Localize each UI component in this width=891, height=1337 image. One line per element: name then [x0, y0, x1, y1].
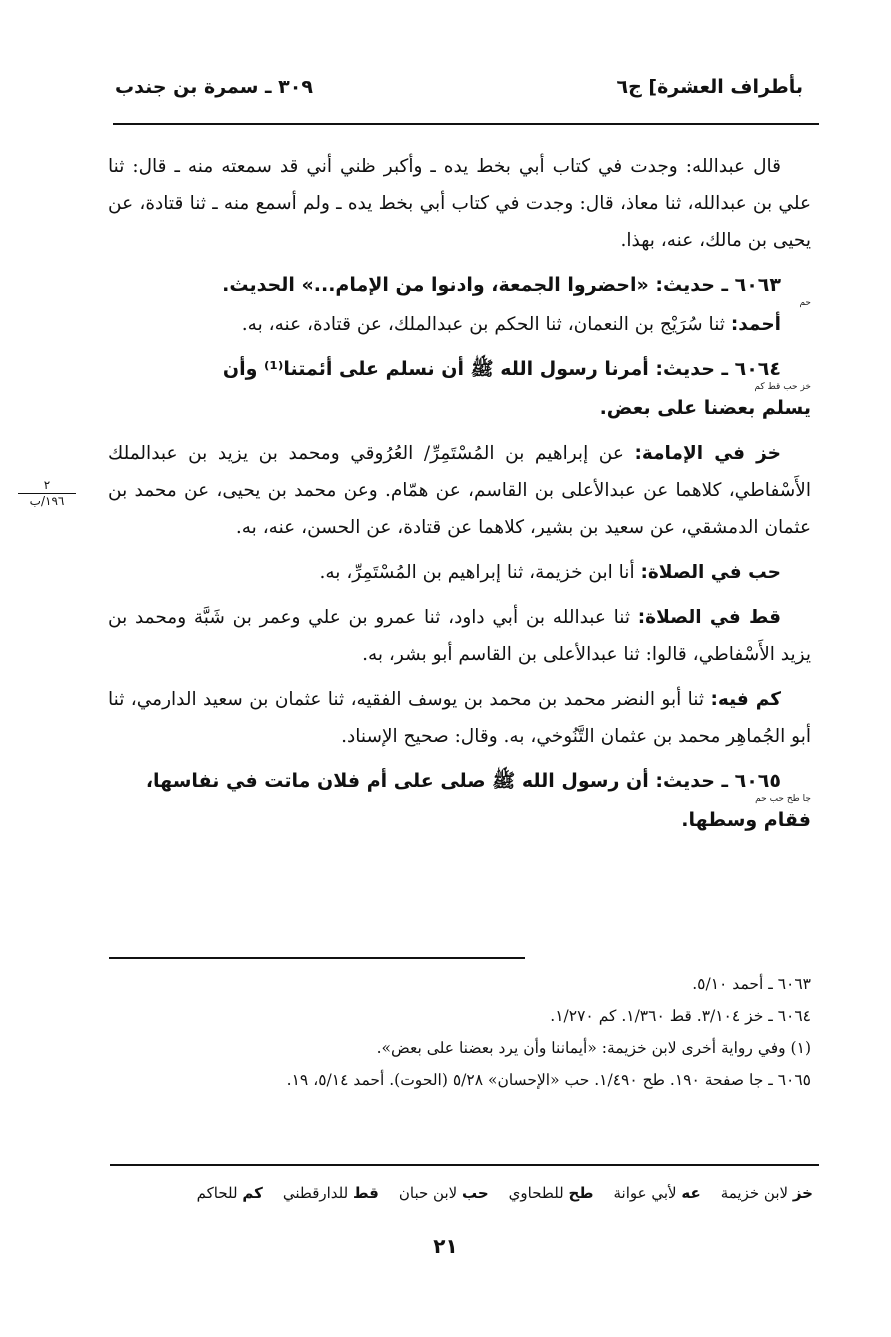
margin-note-bottom: ١٩٦/ب: [29, 494, 65, 508]
chain-text: أنا ابن خزيمة، ثنا إبراهيم بن المُسْتَمِرِّ، به.: [319, 562, 635, 583]
running-head: [115, 72, 803, 106]
hadith-6063-title: ٦٠٦٣ ـ حديث: «احضروا الجمعة، وادنوا من الإمام...» الحديث.: [222, 274, 781, 296]
hadith-6064-title: ٦٠٦٤ ـ حديث: أمرنا رسول الله ﷺ أن نسلم على أئمتنا⁽¹⁾ وأن: [222, 358, 781, 380]
paragraph-intro: قال عبدالله: وجدت في كتاب أبي بخط يده ـ وأكبر ظني أني قد سمعته منه ـ قال: ثنا علي بن عبدالله، ثنا معاذ، قال: وجدت في كتاب أبي بخط يده ـ ولم أسمع منه ـ ثنا قتادة، عن يحيى بن مالك، عنه، بهذا.: [108, 156, 811, 251]
header-rule: [113, 123, 819, 125]
running-head-section: ٣٠٩ ـ سمرة بن جندب: [115, 76, 313, 98]
chain-text: ثنا أبو النضر محمد بن محمد بن يوسف الفقيه، ثنا عثمان بن سعيد الدارمي، ثنا أبو الجُماهِر محمد بن عثمان التَّنُوخي، به. وقال: صحيح الإسناد.: [108, 689, 811, 747]
footnote-item: (١) وفي رواية أخرى لابن خزيمة: «أيماننا وأن يرد بعضنا على بعض».: [376, 1039, 811, 1057]
hadith-6064-hb: [108, 554, 811, 591]
chain-text: ثنا عبدالله بن أبي داود، ثنا عمرو بن علي وعمر بن شَبَّة ومحمد بن يزيد الأَسْفاطي، قالوا: ثنا عبدالأعلى بن القاسم أبو بشر، به.: [108, 607, 811, 665]
legend-abbr: طح: [568, 1184, 594, 1202]
source-label: قط في الصلاة:: [637, 607, 781, 628]
legend-name: للطحاوي: [508, 1184, 564, 1202]
legend-item: [283, 1178, 379, 1208]
source-label: أحمد:: [730, 314, 781, 335]
footnote-rule: [109, 957, 525, 959]
legend-item: [197, 1178, 263, 1208]
legend-item: [613, 1178, 700, 1208]
hadith-6064-title-cont: يسلم بعضنا على بعض.: [599, 397, 811, 419]
legend-item: [721, 1178, 813, 1208]
abbreviation-legend: [108, 1178, 813, 1208]
margin-folio-note: [18, 478, 76, 508]
hadith-6065-title: ٦٠٦٥ ـ حديث: أن رسول الله ﷺ صلى على أم فلان ماتت في نفاسها،: [145, 770, 781, 792]
main-text: [108, 148, 811, 839]
legend-abbr: قط: [352, 1184, 379, 1202]
hadith-6063-sigla: حم: [799, 298, 811, 308]
footnote-item: ٦٠٦٤ ـ خز ٣/١٠٤. قط ١/٣٦٠. كم ١/٢٧٠.: [550, 1007, 811, 1025]
legend-abbr: حب: [461, 1184, 489, 1202]
hadith-6063-chain: [108, 306, 811, 343]
legend-name: لابن خزيمة: [720, 1184, 789, 1202]
hadith-6064-qt: [108, 599, 811, 673]
source-label: حب في الصلاة:: [640, 562, 781, 583]
legend-abbr: عه: [681, 1184, 701, 1202]
footnotes: [108, 968, 811, 1096]
hadith-6065-title-cont: فقام وسطها.: [681, 809, 811, 831]
running-head-title: بأطراف العشرة] ج٦: [616, 76, 803, 98]
legend-item: [399, 1178, 489, 1208]
hadith-6064-km: [108, 681, 811, 755]
legend-item: [509, 1178, 594, 1208]
legend-name: لأبي عوانة: [613, 1184, 677, 1202]
legend-name: للحاكم: [196, 1184, 238, 1202]
page-number: ٢١: [433, 1234, 458, 1258]
legend-rule: [110, 1164, 819, 1166]
hadith-6064-khz: [108, 435, 811, 546]
source-label: كم فيه:: [710, 689, 781, 710]
margin-note-top: ٢: [18, 478, 76, 494]
chain-text: ثنا سُرَيْج بن النعمان، ثنا الحكم بن عبدالملك، عن قتادة، عنه، به.: [241, 314, 725, 335]
chain-text: عن إبراهيم بن المُسْتَمِرِّ/ العُرُوقي ومحمد بن يزيد بن عبدالملك الأَسْفاطي، كلاهما عن عبدالأعلى بن القاسم، عن همّام. وعن محمد بن يحيى، عن محمد بن عثمان الدمشقي، عن سعيد بن بشير، كلاهما عن قتادة، عن الحسن، عنه، به.: [108, 443, 811, 538]
legend-name: للدارقطني: [282, 1184, 349, 1202]
legend-name: لابن حبان: [398, 1184, 458, 1202]
footnote-item: ٦٠٦٣ ـ أحمد ٥/١٠.: [692, 975, 811, 993]
legend-abbr: كم: [242, 1184, 263, 1202]
legend-abbr: خز: [792, 1184, 813, 1202]
hadith-6065-sigla: جا طح حب حم: [755, 794, 811, 804]
source-label: خز في الإمامة:: [634, 443, 781, 464]
hadith-6064-sigla: خز حب قط كم: [754, 382, 811, 392]
footnote-item: ٦٠٦٥ ـ جا صفحة ١٩٠. طح ١/٤٩٠. حب «الإحسان» ٥/٢٨ (الحوت). أحمد ٥/١٤، ١٩.: [286, 1071, 811, 1089]
